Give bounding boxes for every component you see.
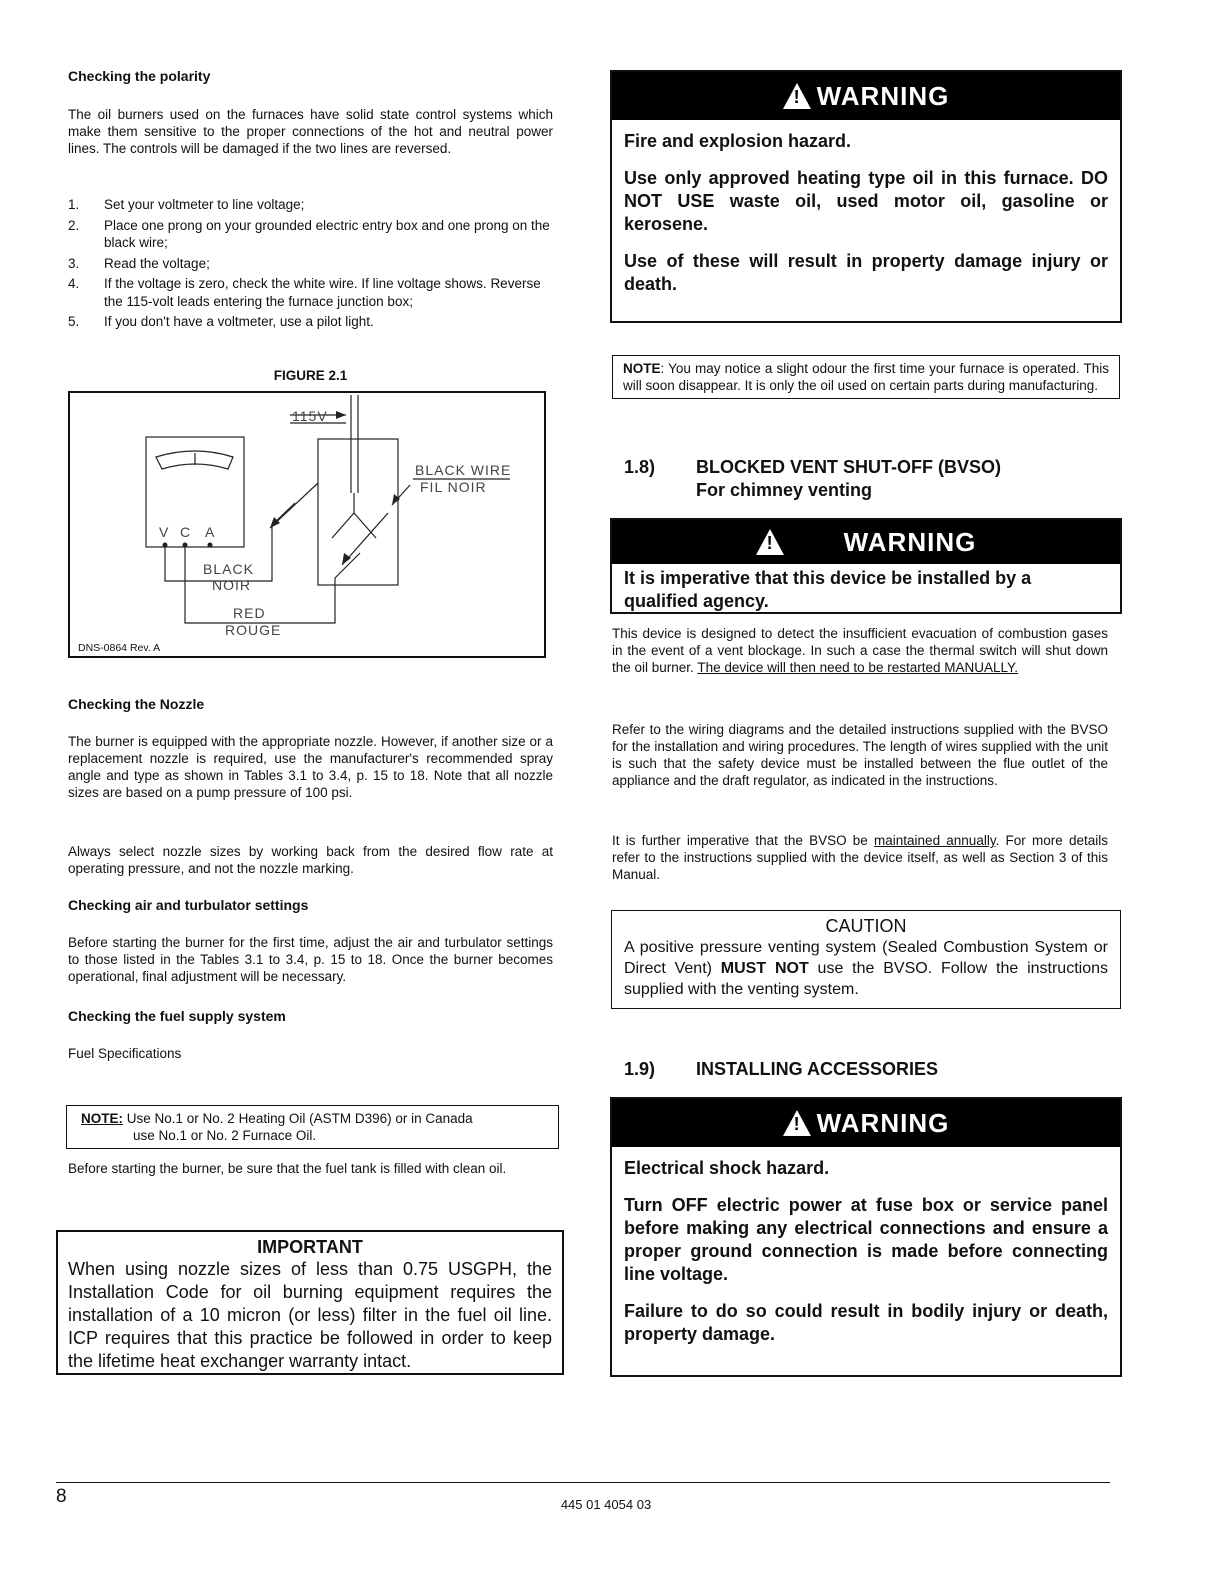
warning-line: Turn OFF electric power at fuse box or service panel before making any electrical connections and ensure a proper ground connection is made before connecting line voltage. xyxy=(624,1195,1108,1284)
caution-box xyxy=(611,910,1121,1009)
section-1-8-subtitle: For chimney venting xyxy=(696,480,873,500)
warning-fire xyxy=(610,70,1122,323)
warning-triangle-icon xyxy=(756,529,784,555)
warning-header: !WARNING xyxy=(612,520,1120,564)
note-label: NOTE: xyxy=(81,1111,123,1126)
label-v: V xyxy=(159,524,170,540)
section-1-8-title: BLOCKED VENT SHUT-OFF (BVSO) xyxy=(696,457,1001,477)
step-item: 2. Place one prong on your grounded electric entry box and one prong on the black wire; xyxy=(68,217,550,250)
odour-note: NOTE: You may notice a slight odour the first time your furnace is operated. This will soon disappear. It is only the oil used on certain parts during manufacturing. xyxy=(612,355,1120,399)
warning-line: Electrical shock hazard. xyxy=(624,1158,830,1178)
section-1-8-number: 1.8) xyxy=(624,457,656,477)
page-number: 8 xyxy=(56,1486,67,1507)
important-title: IMPORTANT xyxy=(257,1237,363,1257)
warning-header: !WARNING xyxy=(612,1099,1120,1147)
warning-triangle-icon xyxy=(783,1110,811,1136)
warning-electrical xyxy=(610,1097,1122,1377)
label-noir: NOIR xyxy=(212,577,251,593)
fuel-note: NOTE: Use No.1 or No. 2 Heating Oil (ASTM D396) or in Canada use No.1 or No. 2 Furnace Oil. xyxy=(66,1105,559,1149)
warning-triangle-icon xyxy=(783,83,811,109)
footer-rule xyxy=(56,1482,1110,1483)
fuel-spec: Fuel Specifications xyxy=(68,1046,182,1061)
section-1-9-number: 1.9) xyxy=(624,1059,656,1079)
warning-qualified xyxy=(610,518,1122,614)
label-115v: 115V xyxy=(292,408,328,424)
label-red: RED xyxy=(233,605,266,621)
section-1-9-title: INSTALLING ACCESSORIES xyxy=(696,1059,939,1079)
caution-text: A positive pressure venting system (Sealed Combustion System or Direct Vent) MUST NOT use the BVSO. Follow the instructions supplied with the venting system. xyxy=(624,939,1108,998)
label-rouge: ROUGE xyxy=(225,622,282,638)
figure-2-1 xyxy=(68,391,546,658)
warning-line: Use only approved heating type oil in this furnace. DO NOT USE waste oil, used motor oil, gasoline or kerosene. xyxy=(624,168,1108,234)
warning-line: Fire and explosion hazard. xyxy=(624,131,852,151)
fuel-heading: Checking the fuel supply system xyxy=(68,1008,286,1024)
figure-ref: DNS-0864 Rev. A xyxy=(78,642,161,654)
label-black: BLACK xyxy=(203,561,254,577)
label-c: C xyxy=(180,524,192,540)
step-item: 3. Read the voltage; xyxy=(68,255,210,271)
bvso-text-1: This device is designed to detect the insufficient evacuation of combustion gases in the event of a vent blockage. In such a case the thermal switch will shut down the oil burner. The device will then need to be restarted MANUALLY. xyxy=(612,626,1108,675)
label-a: A xyxy=(205,524,216,540)
warning-header: !WARNING xyxy=(612,72,1120,120)
polarity-steps xyxy=(68,196,553,334)
warning-line: Use of these will result in property damage injury or death. xyxy=(624,251,1108,294)
air-text: Before starting the burner for the first time, adjust the air and turbulator settings to those listed in the Tables 3.1 to 3.4, p. 15 to 18. Once the burner becomes operational, final adjustment will be necessary. xyxy=(68,935,553,984)
document-number: 445 01 4054 03 xyxy=(560,1497,652,1512)
step-item: 4. If the voltage is zero, check the white wire. If line voltage shows. Reverse the 115-volt leads entering the furnace junction box; xyxy=(68,276,541,309)
label-black-wire: BLACK WIRE xyxy=(415,462,512,478)
important-box xyxy=(56,1230,564,1375)
step-item: 5. If you don't have a voltmeter, use a pilot light. xyxy=(68,314,374,329)
bvso-text-2: Refer to the wiring diagrams and the detailed instructions supplied with the BVSO for the installation and wiring procedures. The length of wires supplied with the unit is such that the safety device must be installed between the flue outlet of the appliance and the draft regulator, as indicated in the instructions. xyxy=(612,722,1108,788)
important-text: When using nozzle sizes of less than 0.75 USGPH, the Installation Code for oil burning equipment requires the installation of a 10 micron (or less) filter in the fuel oil line. ICP requires that this practice be followed in order to keep the lifetime heat exchanger warranty intact. xyxy=(68,1259,552,1371)
figure-title: FIGURE 2.1 xyxy=(273,368,348,383)
nozzle-text-1: The burner is equipped with the appropriate nozzle. However, if another size or a replacement nozzle is required, use the manufacturer's recommended spray angle and type as shown in Tables 3.1 to 3.4, p. 15 to 18. Note that all nozzle sizes are based on a pump pressure of 100 psi. xyxy=(68,734,553,800)
nozzle-heading: Checking the Nozzle xyxy=(68,696,205,712)
polarity-heading: Checking the polarity xyxy=(68,68,211,84)
nozzle-text-2: Always select nozzle sizes by working back from the desired flow rate at operating pressure, and not the nozzle marking. xyxy=(68,844,553,876)
warning-text: It is imperative that this device be installed by a qualified agency. xyxy=(624,568,1032,611)
wiring-diagram xyxy=(70,393,544,656)
polarity-text: The oil burners used on the furnaces have solid state control systems which make them sensitive to the proper connections of the hot and neutral power lines. The controls will be damaged if the two lines are reversed. xyxy=(68,107,553,156)
fuel-text: Before starting the burner, be sure that the fuel tank is filled with clean oil. xyxy=(68,1161,507,1176)
warning-line: Failure to do so could result in bodily injury or death, property damage. xyxy=(624,1301,1108,1344)
label-fil-noir: FIL NOIR xyxy=(420,479,487,495)
bvso-text-3: It is further imperative that the BVSO be maintained annually. For more details refer to the instructions supplied with the device itself, as well as Section 3 of this Manual. xyxy=(612,833,1108,882)
air-heading: Checking air and turbulator settings xyxy=(68,897,309,913)
caution-title: CAUTION xyxy=(825,916,907,936)
step-item: 1. Set your voltmeter to line voltage; xyxy=(68,197,305,212)
